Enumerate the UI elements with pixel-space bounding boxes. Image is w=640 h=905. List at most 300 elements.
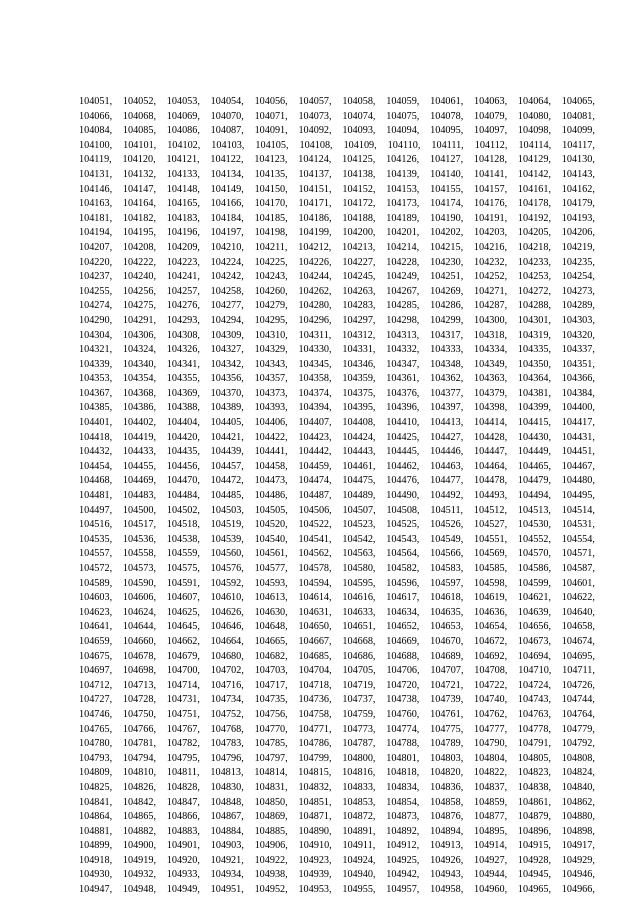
number-entry: 104740, [474, 694, 508, 706]
number-entry: 104795, [166, 752, 200, 764]
number-entry: 104523, [342, 519, 376, 531]
number-entry: 104575, [166, 563, 200, 574]
number-entry: 104291, [122, 314, 156, 326]
number-entry: 104737, [342, 694, 376, 706]
number-entry: 104189, [386, 212, 420, 224]
number-entry: 104122, [210, 154, 244, 166]
number-entry: 104332, [386, 344, 420, 356]
number-entry: 104966, [561, 884, 595, 896]
number-entry: 104591, [166, 577, 200, 589]
number-entry: 104670, [430, 635, 464, 647]
number-entry: 104580, [342, 563, 376, 574]
number-entry: 104139, [386, 168, 420, 180]
number-entry: 104597, [430, 577, 464, 589]
number-entry: 104786, [298, 738, 332, 750]
number-entry: 104484, [166, 490, 200, 502]
number-entry: 104758, [298, 708, 332, 720]
number-row [79, 197, 595, 212]
number-entry: 104946, [561, 869, 595, 881]
number-entry: 104483, [122, 490, 156, 502]
number-row [79, 168, 595, 183]
number-row [79, 839, 595, 854]
number-entry: 104349, [474, 358, 508, 370]
number-entry: 104085, [122, 125, 156, 137]
number-entry: 104766, [122, 723, 156, 735]
number-entry: 104097, [474, 125, 508, 137]
number-entry: 104792, [561, 738, 595, 750]
number-entry: 104664, [210, 635, 244, 647]
number-entry: 104750, [122, 708, 156, 720]
number-entry: 104650, [298, 621, 332, 633]
number-entry: 104722, [474, 679, 508, 691]
number-entry: 104858, [430, 796, 464, 808]
number-entry: 104694, [517, 650, 552, 662]
number-entry: 104779, [561, 723, 595, 735]
number-entry: 104583, [430, 563, 464, 574]
number-entry: 104254, [561, 271, 595, 283]
number-row [79, 387, 595, 402]
number-entry: 104446, [430, 446, 464, 458]
number-entry: 104153, [386, 183, 420, 195]
number-entry: 104862, [561, 796, 595, 808]
number-entry: 104295, [254, 314, 288, 326]
number-row [79, 825, 595, 840]
number-entry: 104930, [79, 869, 113, 881]
number-entry: 104503, [210, 504, 244, 516]
number-entry: 104816, [342, 767, 376, 779]
number-entry: 104394, [298, 402, 332, 414]
number-entry: 104861, [517, 796, 552, 808]
number-entry: 104134, [210, 168, 244, 180]
number-entry: 104759, [342, 708, 376, 720]
number-entry: 104347, [386, 358, 420, 370]
number-entry: 104318, [473, 329, 508, 341]
number-entry: 104458, [254, 460, 288, 472]
number-entry: 104796, [210, 752, 244, 764]
number-entry: 104884, [210, 825, 244, 837]
number-entry: 104492, [430, 490, 464, 502]
number-entry: 104243, [254, 271, 288, 283]
number-entry: 104837, [474, 781, 508, 793]
number-entry: 104527, [474, 519, 508, 531]
number-row [79, 474, 595, 489]
number-entry: 104707, [430, 665, 464, 677]
number-entry: 104516, [79, 519, 113, 531]
number-row [79, 416, 595, 431]
number-entry: 104424, [342, 431, 376, 443]
number-entry: 104345, [298, 358, 332, 370]
number-row [79, 679, 595, 694]
number-entry: 104639, [517, 606, 552, 618]
number-entry: 104420, [166, 431, 200, 443]
number-entry: 104613, [254, 592, 288, 604]
number-entry: 104079, [474, 110, 508, 122]
number-entry: 104820, [430, 767, 464, 779]
number-entry: 104369, [166, 387, 200, 399]
number-entry: 104078, [430, 110, 464, 122]
number-entry: 104775, [430, 723, 464, 735]
number-entry: 104675, [79, 650, 113, 662]
number-entry: 104290, [79, 314, 113, 326]
number-entry: 104883, [166, 825, 200, 837]
number-entry: 104934, [210, 869, 244, 881]
number-entry: 104359, [342, 373, 376, 385]
number-entry: 104667, [298, 635, 332, 647]
number-entry: 104700, [166, 665, 200, 677]
number-entry: 104235, [561, 256, 595, 268]
number-entry: 104081, [561, 110, 595, 122]
number-entry: 104814, [254, 767, 288, 779]
number-entry: 104306, [122, 329, 157, 341]
number-entry: 104176, [474, 198, 508, 210]
number-entry: 104445, [386, 446, 420, 458]
number-entry: 104500, [122, 504, 157, 516]
number-entry: 104833, [342, 781, 376, 793]
number-entry: 104673, [517, 635, 552, 647]
number-entry: 104477, [430, 475, 464, 487]
number-entry: 104443, [342, 446, 376, 458]
number-entry: 104415, [517, 417, 552, 429]
number-entry: 104101, [123, 139, 157, 151]
number-entry: 104713, [122, 679, 156, 691]
number-entry: 104577, [254, 563, 288, 574]
number-entry: 104251, [430, 271, 464, 283]
number-entry: 104623, [79, 606, 113, 618]
number-entry: 104324, [122, 344, 156, 356]
number-entry: 104616, [342, 592, 376, 604]
number-entry: 104752, [210, 708, 244, 720]
number-entry: 104220, [79, 256, 113, 268]
number-entry: 104389, [210, 402, 244, 414]
number-entry: 104898, [561, 825, 595, 837]
number-entry: 104296, [298, 314, 332, 326]
number-entry: 104092, [298, 125, 332, 137]
number-entry: 104915, [517, 840, 551, 852]
number-entry: 104150, [254, 183, 288, 195]
number-entry: 104901, [166, 840, 200, 852]
number-entry: 104765, [79, 723, 113, 735]
number-entry: 104716, [210, 679, 244, 691]
number-entry: 104726, [561, 679, 595, 691]
number-entry: 104384, [561, 387, 595, 399]
number-entry: 104364, [517, 373, 552, 385]
number-entry: 104824, [561, 767, 595, 779]
number-entry: 104943, [430, 869, 464, 881]
number-entry: 104751, [166, 708, 200, 720]
number-entry: 104710, [518, 665, 552, 677]
number-entry: 104141, [474, 168, 508, 180]
number-entry: 104285, [386, 300, 420, 312]
number-entry: 104712, [79, 679, 113, 691]
number-entry: 104768, [210, 723, 244, 735]
number-entry: 104286, [430, 300, 464, 312]
number-entry: 104490, [386, 490, 420, 502]
number-entry: 104818, [386, 767, 420, 779]
number-entry: 104913, [430, 840, 464, 852]
number-entry: 104511, [430, 504, 464, 516]
number-entry: 104300, [474, 314, 508, 326]
number-entry: 104881, [79, 825, 113, 837]
number-entry: 104311, [298, 329, 332, 341]
number-entry: 104778, [517, 723, 552, 735]
number-entry: 104227, [342, 256, 376, 268]
number-entry: 104212, [298, 241, 332, 253]
number-entry: 104299, [430, 314, 464, 326]
number-entry: 104172, [342, 198, 376, 210]
number-entry: 104953, [298, 884, 332, 896]
number-entry: 104368, [122, 387, 156, 399]
number-entry: 104065, [561, 96, 595, 107]
number-row [79, 518, 595, 533]
number-entry: 104958, [430, 884, 464, 896]
number-entry: 104926, [430, 854, 464, 866]
number-entry: 104939, [298, 869, 332, 881]
number-entry: 104355, [166, 373, 200, 385]
number-entry: 104174, [430, 198, 464, 210]
number-entry: 104430, [517, 431, 552, 443]
number-entry: 104495, [561, 490, 595, 502]
number-entry: 104879, [517, 811, 552, 823]
number-entry: 104111, [431, 139, 464, 151]
number-entry: 104932, [122, 869, 156, 881]
number-entry: 104171, [298, 198, 332, 210]
number-entry: 104181, [79, 212, 113, 224]
number-entry: 104474, [298, 475, 332, 487]
number-entry: 104280, [298, 300, 332, 312]
number-entry: 104586, [517, 563, 552, 574]
number-entry: 104738, [386, 694, 420, 706]
number-entry: 104350, [517, 358, 552, 370]
number-entry: 104559, [166, 548, 200, 560]
number-entry: 104828, [166, 781, 200, 793]
number-entry: 104957, [386, 884, 420, 896]
number-row [79, 562, 595, 577]
number-entry: 104630, [254, 606, 288, 618]
number-entry: 104526, [430, 519, 464, 531]
number-entry: 104486, [254, 490, 288, 502]
number-row [79, 212, 595, 227]
number-entry: 104148, [166, 183, 200, 195]
number-entry: 104070, [210, 110, 244, 122]
number-entry: 104354, [122, 373, 156, 385]
number-entry: 104644, [122, 621, 156, 633]
number-entry: 104607, [166, 592, 200, 604]
number-entry: 104138, [342, 168, 376, 180]
number-entry: 104919, [122, 854, 156, 866]
number-row [79, 504, 595, 519]
number-entry: 104258, [210, 285, 244, 297]
number-entry: 104680, [210, 650, 244, 662]
number-entry: 104377, [430, 387, 464, 399]
number-entry: 104542, [342, 533, 376, 545]
number-entry: 104058, [342, 96, 376, 107]
number-entry: 104506, [298, 504, 332, 516]
number-entry: 104763, [517, 708, 552, 720]
number-entry: 104626, [210, 606, 244, 618]
number-entry: 104356, [210, 373, 244, 385]
number-entry: 104826, [122, 781, 156, 793]
number-entry: 104091, [254, 125, 288, 137]
number-entry: 104185, [254, 212, 288, 224]
number-entry: 104224, [210, 256, 244, 268]
number-entry: 104771, [298, 723, 332, 735]
number-entry: 104080, [517, 110, 552, 122]
number-entry: 104276, [166, 300, 200, 312]
number-entry: 104764, [561, 708, 595, 720]
number-row [79, 153, 595, 168]
number-entry: 104689, [430, 650, 464, 662]
number-row [79, 781, 595, 796]
number-entry: 104782, [166, 738, 200, 750]
number-entry: 104277, [210, 300, 244, 312]
number-entry: 104800, [342, 752, 376, 764]
number-entry: 104558, [122, 548, 156, 560]
number-entry: 104906, [254, 840, 288, 852]
number-entry: 104787, [342, 738, 376, 750]
number-entry: 104631, [298, 606, 332, 618]
number-entry: 104947, [79, 884, 113, 896]
number-entry: 104743, [517, 694, 552, 706]
number-entry: 104216, [473, 241, 508, 253]
number-entry: 104774, [386, 723, 420, 735]
number-entry: 104059, [386, 96, 420, 107]
number-entry: 104804, [474, 752, 508, 764]
number-entry: 104801, [386, 752, 420, 764]
number-entry: 104379, [474, 387, 508, 399]
number-entry: 104110, [387, 139, 421, 151]
number-entry: 104170, [254, 198, 288, 210]
number-entry: 104351, [561, 358, 595, 370]
number-entry: 104321, [79, 344, 113, 356]
number-entry: 104312, [342, 329, 376, 341]
number-entry: 104789, [430, 738, 464, 750]
number-entry: 104899, [79, 840, 113, 852]
number-entry: 104260, [254, 285, 288, 297]
number-entry: 104617, [386, 592, 420, 604]
number-entry: 104554, [561, 533, 595, 545]
number-entry: 104386, [122, 402, 156, 414]
number-row [79, 445, 595, 460]
number-entry: 104274, [79, 300, 113, 312]
number-entry: 104494, [517, 490, 552, 502]
number-entry: 104093, [342, 125, 376, 137]
number-entry: 104066, [79, 110, 113, 122]
number-entry: 104592, [210, 577, 244, 589]
number-entry: 104927, [474, 854, 508, 866]
number-entry: 104890, [298, 825, 332, 837]
number-entry: 104512, [473, 504, 508, 516]
number-entry: 104522, [298, 519, 332, 531]
number-entry: 104965, [517, 884, 552, 896]
number-entry: 104735, [254, 694, 288, 706]
number-row [79, 241, 595, 256]
number-entry: 104662, [166, 635, 200, 647]
number-entry: 104520, [254, 519, 288, 531]
number-entry: 104102, [167, 139, 201, 151]
number-row [79, 635, 595, 650]
number-entry: 104582, [386, 563, 420, 574]
number-entry: 104727, [79, 694, 113, 706]
number-entry: 104375, [342, 387, 376, 399]
number-entry: 104105, [255, 139, 289, 151]
number-entry: 104095, [430, 125, 464, 137]
number-entry: 104736, [298, 694, 332, 706]
number-entry: 104459, [298, 460, 332, 472]
number-entry: 104376, [386, 387, 420, 399]
number-entry: 104929, [561, 854, 595, 866]
number-entry: 104714, [166, 679, 200, 691]
number-entry: 104892, [386, 825, 420, 837]
number-entry: 104329, [254, 344, 288, 356]
number-entry: 104823, [517, 767, 551, 779]
number-entry: 104885, [254, 825, 288, 837]
number-entry: 104289, [561, 300, 595, 312]
number-entry: 104869, [254, 811, 288, 823]
number-entry: 104614, [298, 592, 332, 604]
number-entry: 104598, [474, 577, 508, 589]
number-entry: 104942, [386, 869, 420, 881]
number-entry: 104112, [474, 139, 508, 151]
number-row [79, 591, 595, 606]
number-entry: 104401, [79, 417, 113, 429]
number-entry: 104702, [210, 665, 244, 677]
number-entry: 104211, [254, 241, 288, 253]
number-entry: 104508, [386, 504, 420, 516]
number-entry: 104257, [166, 285, 200, 297]
number-entry: 104205, [517, 227, 552, 239]
number-entry: 104502, [166, 504, 200, 516]
number-entry: 104288, [517, 300, 552, 312]
number-entry: 104464, [474, 460, 508, 472]
number-entry: 104541, [298, 533, 332, 545]
number-row [79, 796, 595, 811]
number-entry: 104152, [342, 183, 376, 195]
number-entry: 104435, [166, 446, 200, 458]
number-entry: 104563, [342, 548, 376, 560]
number-entry: 104882, [122, 825, 156, 837]
number-entry: 104654, [474, 621, 508, 633]
number-entry: 104130, [561, 154, 595, 166]
number-row [79, 620, 595, 635]
number-entry: 104640, [561, 606, 595, 618]
number-row [79, 650, 595, 665]
number-entry: 104923, [298, 854, 332, 866]
number-entry: 104505, [254, 504, 288, 516]
number-entry: 104399, [517, 402, 552, 414]
number-entry: 104273, [561, 285, 595, 297]
number-entry: 104279, [254, 300, 288, 312]
number-entry: 104473, [254, 475, 288, 487]
number-entry: 104381, [517, 387, 552, 399]
number-entry: 104233, [517, 256, 552, 268]
number-entry: 104342, [210, 358, 244, 370]
number-entry: 104439, [210, 446, 244, 458]
number-entry: 104161, [517, 183, 552, 195]
number-entry: 104876, [430, 811, 464, 823]
number-entry: 104618, [430, 592, 464, 604]
number-entry: 104335, [517, 344, 552, 356]
number-entry: 104395, [342, 402, 376, 414]
number-entry: 104218, [517, 241, 551, 253]
number-entry: 104219, [561, 241, 595, 253]
number-entry: 104744, [561, 694, 595, 706]
number-entry: 104610, [210, 592, 244, 604]
number-entry: 104348, [430, 358, 464, 370]
number-entry: 104601, [561, 577, 595, 589]
number-entry: 104595, [342, 577, 376, 589]
number-entry: 104343, [254, 358, 288, 370]
number-entry: 104256, [122, 285, 156, 297]
